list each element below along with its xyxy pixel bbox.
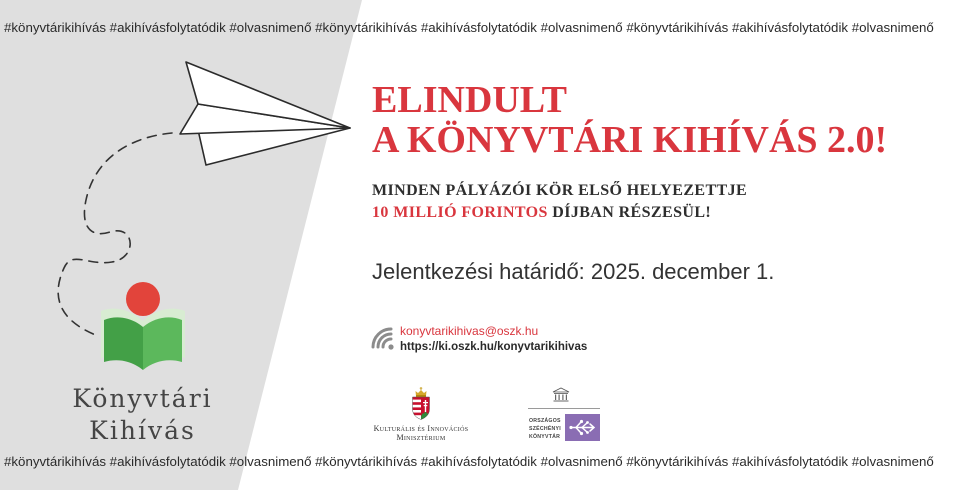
website-link[interactable]: https://ki.oszk.hu/konyvtarikihivas — [400, 341, 588, 353]
signal-icon — [370, 325, 396, 352]
library-emblem-icon — [565, 414, 600, 441]
subheadline-line-2-rest: DÍJBAN RÉSZESÜL! — [552, 204, 712, 221]
hashtag-strip-top: #könyvtárikihívás #akihívásfolytatódik #olvasnimenő #könyvtárikihívás #akihívásfolytatódik #olvasnimenő #könyvtárikihívás #akihívásfolytatódik #olvasnimenő — [4, 20, 934, 35]
subheadline — [372, 180, 747, 224]
headline-line-1: ELINDULT — [372, 79, 568, 121]
subheadline-line-2 — [372, 202, 747, 224]
ministry-line-2: Minisztérium — [396, 433, 446, 442]
library-name — [529, 417, 561, 441]
hashtag-strip-bottom: #könyvtárikihívás #akihívásfolytatódik #olvasnimenő #könyvtárikihívás #akihívásfolytatódik #olvasnimenő #könyvtárikihívás #akihívásfolytatódik #olvasnimenő — [4, 454, 934, 469]
sun-icon — [126, 282, 160, 316]
logo-line-1: Könyvtári — [72, 384, 213, 413]
logo-wordmark — [40, 383, 245, 447]
subheadline-line-1: MINDEN PÁLYÁZÓI KÖR ELSŐ HELYEZETTJE — [372, 182, 748, 199]
coat-of-arms-icon — [411, 387, 431, 420]
application-deadline: Jelentkezési határidő: 2025. december 1. — [372, 259, 775, 284]
ministry-name — [361, 424, 481, 442]
paper-airplane-icon — [180, 62, 350, 165]
library-building-icon — [552, 387, 570, 403]
prize-amount: 10 MILLIÓ FORINTOS — [372, 204, 548, 221]
ministry-line-1: Kulturális és Innovációs — [373, 424, 469, 433]
library-line-2: SZÉCHÉNYI — [529, 426, 561, 432]
contact-block — [400, 323, 587, 355]
book-with-sun-icon — [101, 282, 185, 370]
email-link[interactable]: konyvtarikihivas@oszk.hu — [400, 324, 539, 338]
logo-line-2: Kihívás — [89, 416, 196, 445]
library-line-3: KÖNYVTÁR — [529, 434, 561, 440]
headline-line-2: A KÖNYVTÁRI KIHÍVÁS 2.0! — [372, 119, 888, 161]
library-logo-divider — [528, 408, 600, 409]
headline — [372, 80, 887, 160]
library-line-1: ORSZÁGOS — [529, 418, 561, 424]
